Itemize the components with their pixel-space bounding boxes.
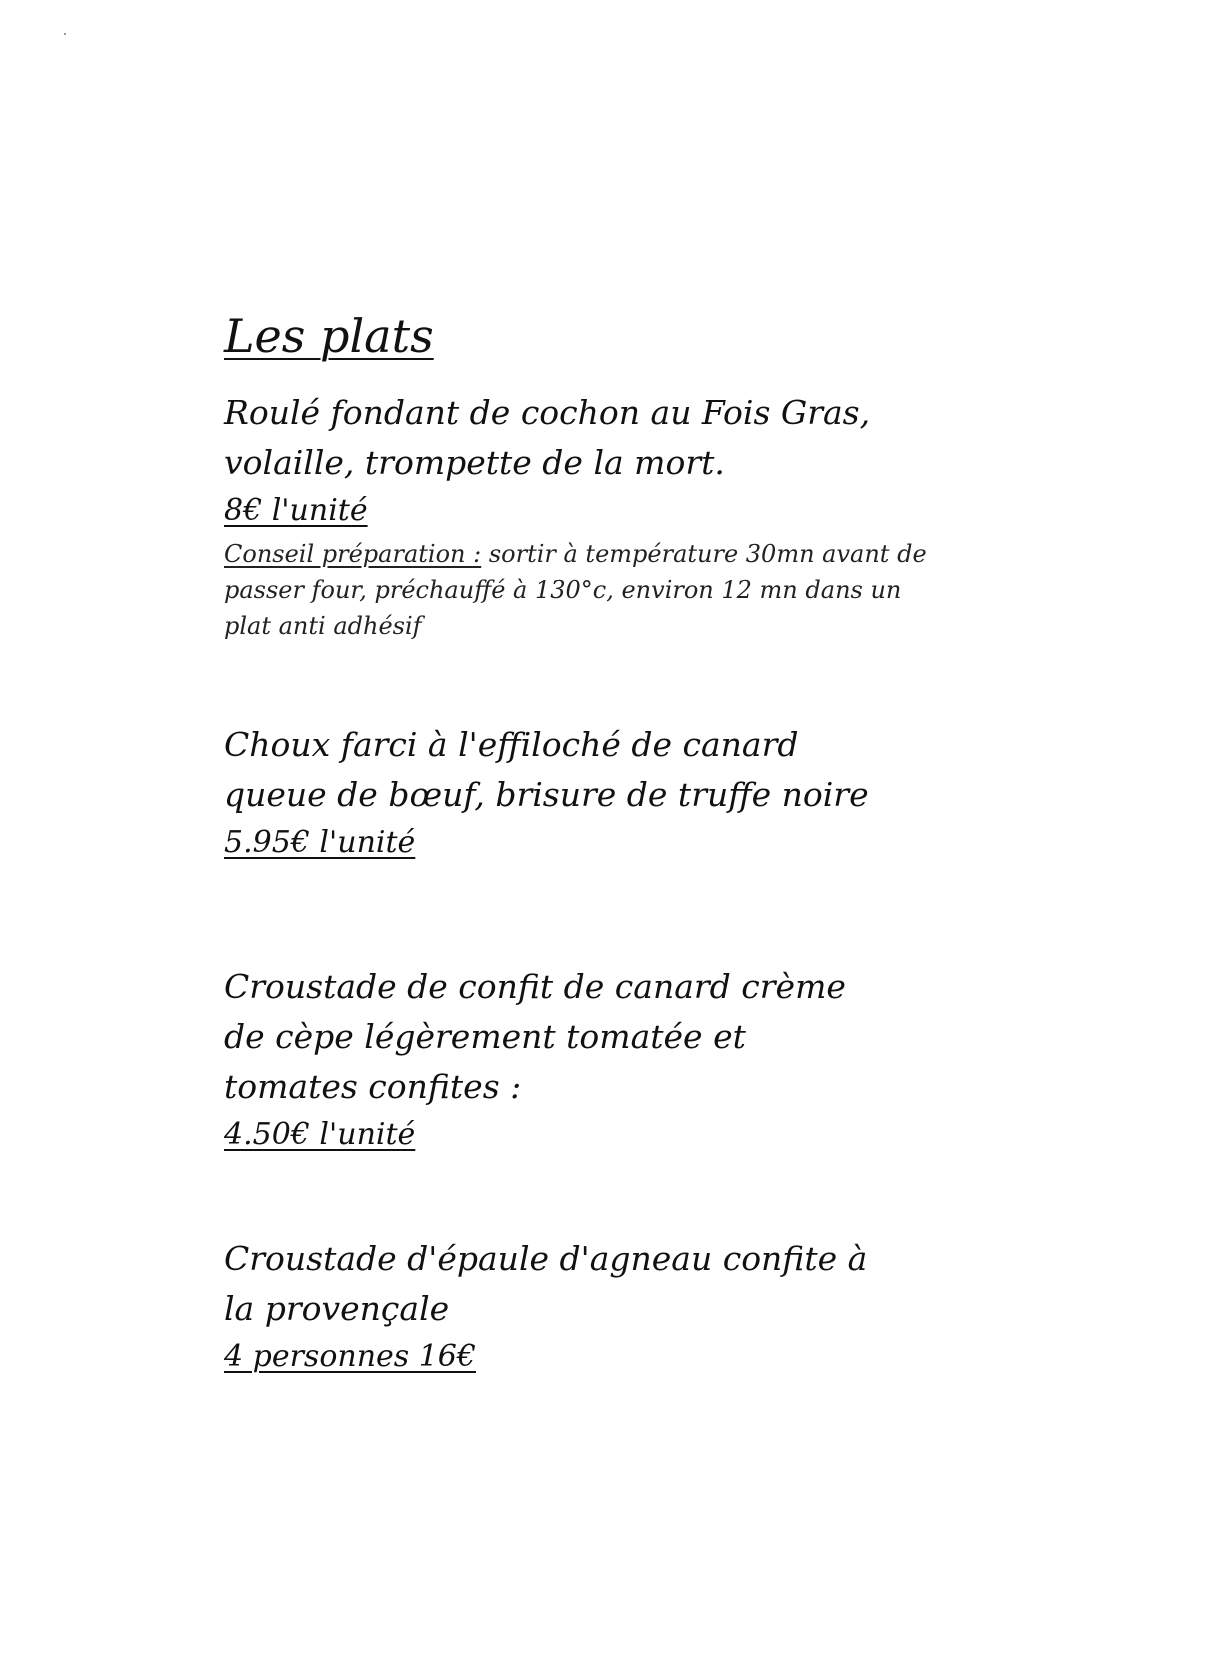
dish-item [224, 388, 1124, 644]
preparation-tip-text: sortir à température 30mn avant de passer four, préchauffé à 130°c, environ 12 mn dans un plat anti adhésif [224, 540, 927, 640]
dish-price: 4 personnes 16€ [224, 1339, 476, 1374]
dish-item [224, 1234, 1124, 1380]
dish-name: Roulé fondant de cochon au Fois Gras, volaille, trompette de la mort. [224, 393, 871, 482]
preparation-tip [224, 536, 944, 644]
dish-name: Choux farci à l'effiloché de canard queue de bœuf, brisure de truffe noire [224, 725, 869, 814]
preparation-tip-label: Conseil préparation : [224, 540, 482, 568]
dish-name: Croustade de confit de canard crème de cèpe légèrement tomatée et tomates confites : [224, 967, 846, 1106]
dish-name: Croustade d'épaule d'agneau confite à la provençale [224, 1239, 868, 1328]
dish-item [224, 962, 1124, 1158]
dish-item [224, 720, 1124, 866]
scan-speck [64, 33, 66, 35]
page-title: Les plats [224, 309, 434, 363]
dish-price: 5.95€ l'unité [224, 825, 416, 860]
menu-content [224, 306, 1124, 1380]
dish-price: 4.50€ l'unité [224, 1117, 416, 1152]
dish-price: 8€ l'unité [224, 493, 368, 528]
